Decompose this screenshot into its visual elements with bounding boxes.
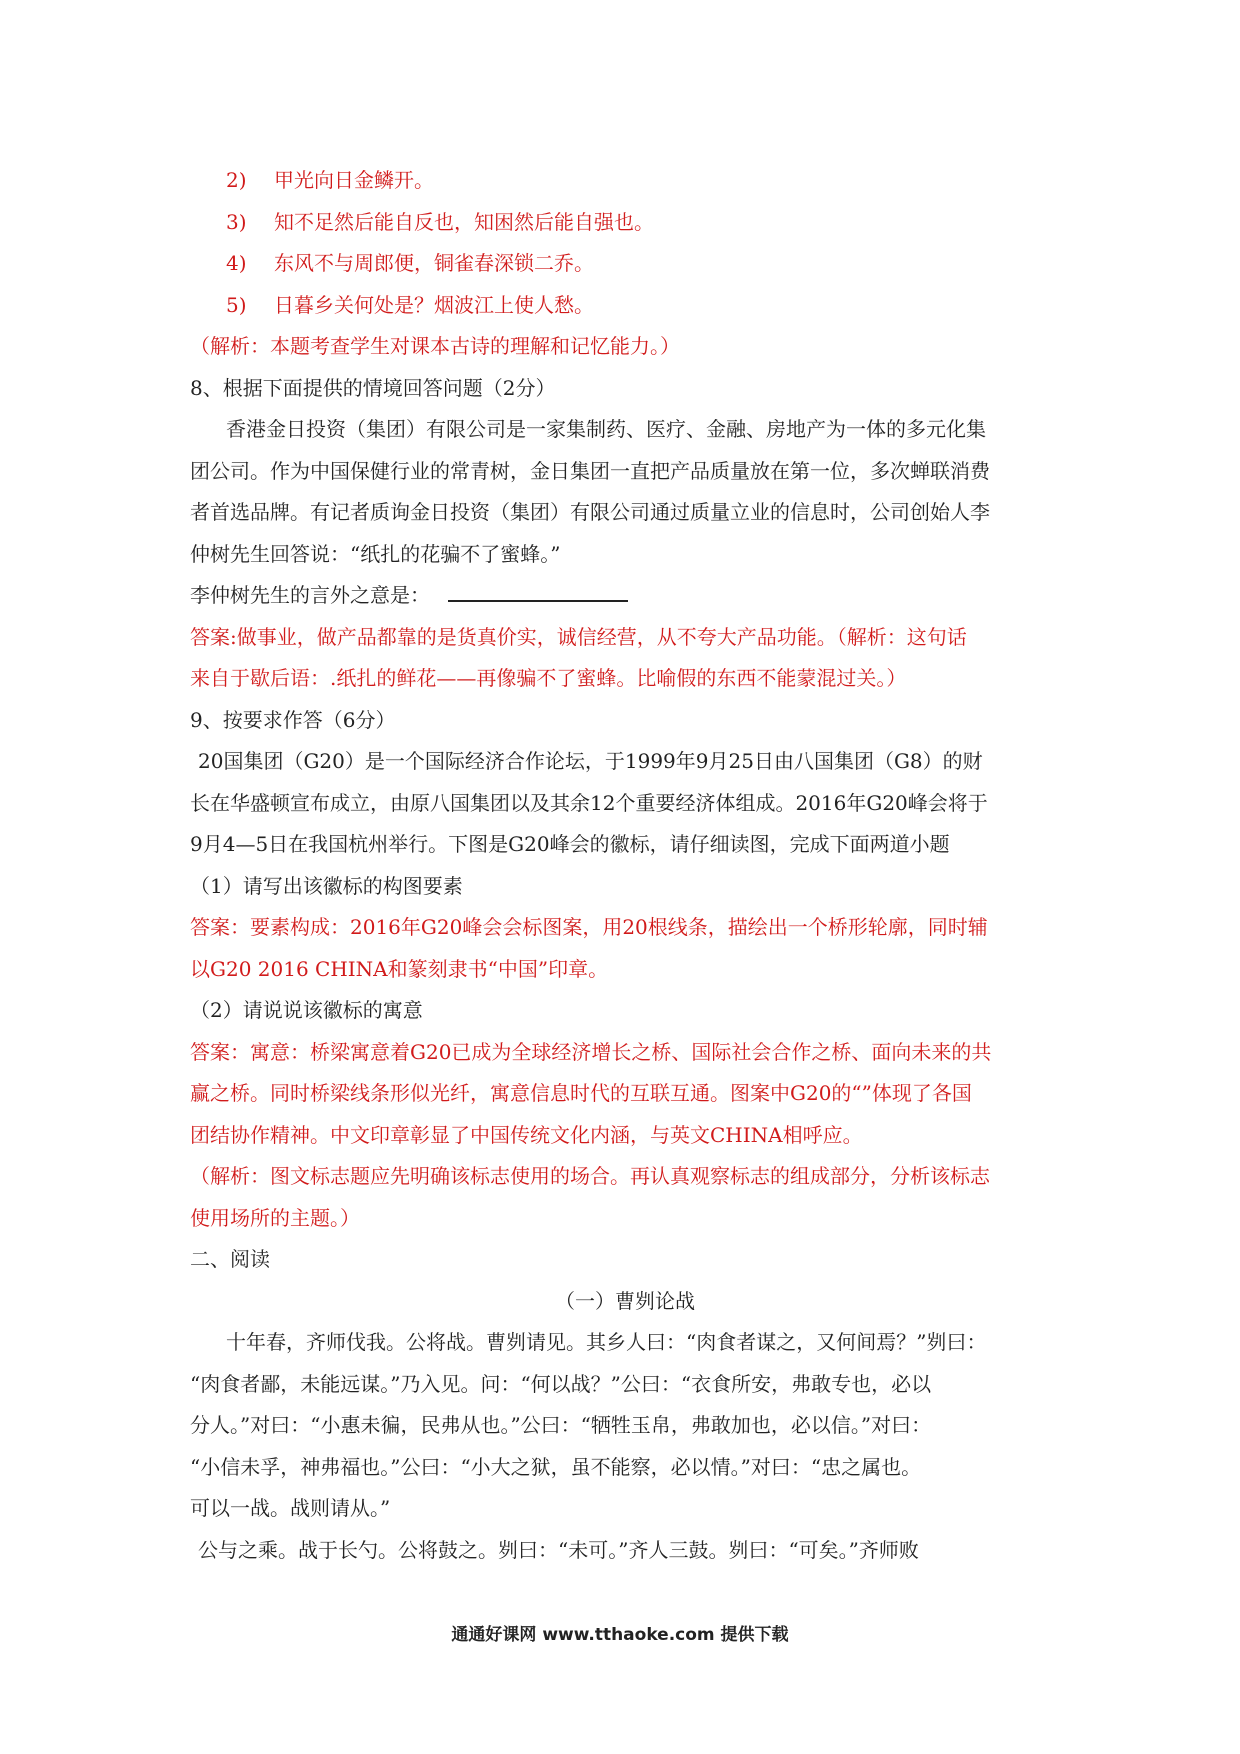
q9-passage-line: 9月4—5日在我国杭州举行。下图是G20峰会的徽标，请仔细读图，完成下面两道小题 (190, 832, 950, 856)
item-number: 3) (226, 209, 247, 234)
q9-analysis-line: 使用场所的主题。） (190, 1205, 360, 1230)
q8-question-text: 李仲树先生的言外之意是： (190, 583, 430, 607)
q8-answer-line: 答案:做事业，做产品都靠的是货真价实，诚信经营，从不夸大产品功能。（解析：这句话 (190, 624, 967, 649)
passage-line: 十年春，齐师伐我。公将战。曹刿请见。其乡人曰：“肉食者谋之，又何间焉？”刿曰： (226, 1330, 987, 1354)
passage-title: （一）曹刿论战 (555, 1288, 695, 1313)
page-footer: 通通好课网 www.tthaoke.com 提供下载 (451, 1625, 789, 1645)
q8-question (190, 575, 1060, 617)
item-number: 5) (226, 292, 247, 317)
poem-answer (190, 243, 1060, 285)
passage-line: “肉食者鄙，未能远谋。”乃入见。问：“何以战？”公曰：“衣食所安，弗敢专也，必以 (190, 1371, 932, 1396)
q8-passage-line: 仲树先生回答说：“纸扎的花骗不了蜜蜂。” (190, 541, 561, 566)
q8-title: 8、根据下面提供的情境回答问题（2分） (190, 375, 556, 400)
q8-answer-line: 来自于歇后语：.纸扎的鲜花——再像骗不了蜜蜂。比喻假的东西不能蒙混过关。） (190, 666, 907, 690)
q9-answer2-line: 答案：寓意：桥梁寓意着G20已成为全球经济增长之桥、国际社会合作之桥、面向未来的共 (190, 1039, 992, 1064)
section-heading: 二、阅读 (190, 1247, 270, 1271)
item-text: 甲光向日金鳞开。 (274, 168, 434, 192)
passage-line: 公与之乘。战于长勺。公将鼓之。刿曰：“未可。”齐人三鼓。刿曰：“可矣。”齐师败 (198, 1537, 919, 1562)
poem-answer (190, 202, 1060, 244)
poem-answer (190, 285, 1060, 327)
q9-answer1-line: 答案：要素构成：2016年G20峰会会标图案，用20根线条，描绘出一个桥形轮廓，同时辅 (190, 915, 988, 939)
q8-passage-line: 团公司。作为中国保健行业的常青树，金日集团一直把产品质量放在第一位，多次蝉联消费 (190, 458, 990, 483)
q9-analysis-line: （解析：图文标志题应先明确该标志使用的场合。再认真观察标志的组成部分，分析该标志 (190, 1164, 990, 1188)
item-text: 知不足然后能自反也，知困然后能自强也。 (274, 209, 654, 234)
item-text: 东风不与周郎便，铜雀春深锁二乔。 (274, 251, 594, 275)
item-number: 4) (226, 251, 247, 275)
q9-answer1-line: 以G20 2016 CHINA和篆刻隶书“中国”印章。 (190, 956, 609, 981)
q8-passage-line: 者首选品牌。有记者质询金日投资（集团）有限公司通过质量立业的信息时，公司创始人李 (190, 500, 990, 524)
q8-passage-line: 香港金日投资（集团）有限公司是一家集制药、医疗、金融、房地产为一体的多元化集 (226, 417, 986, 441)
q9-passage-line: 长在华盛顿宣布成立，由原八国集团以及其余12个重要经济体组成。2016年G20峰会将于 (190, 790, 988, 815)
item-text: 日暮乡关何处是？烟波江上使人愁。 (274, 292, 594, 317)
q9-title: 9、按要求作答（6分） (190, 707, 396, 732)
q9-passage-line: 20国集团（G20）是一个国际经济合作论坛，于1999年9月25日由八国集团（G8）的财 (198, 749, 983, 773)
item-number: 2) (226, 168, 247, 192)
passage-line: 分人。”对曰：“小惠未徧，民弗从也。”公曰：“牺牲玉帛，弗敢加也，必以信。”对曰： (190, 1413, 932, 1437)
document-body (190, 160, 1060, 1571)
q9-answer2-line: 赢之桥。同时桥梁线条形似光纤，寓意信息时代的互联互通。图案中G20的“”体现了各国 (190, 1081, 972, 1105)
passage-line: “小信未孚，神弗福也。”公曰：“小大之狱，虽不能察，必以情。”对曰：“忠之属也。 (190, 1454, 922, 1479)
q9-sub2: （2）请说说该徽标的寓意 (190, 998, 423, 1022)
poem-answer (190, 160, 1060, 202)
q9-sub1: （1）请写出该徽标的构图要素 (190, 873, 463, 898)
q9-answer2-line: 团结协作精神。中文印章彰显了中国传统文化内涵，与英文CHINA相呼应。 (190, 1122, 863, 1147)
answer-blank (448, 578, 628, 602)
q7-analysis: （解析：本题考查学生对课本古诗的理解和记忆能力。） (190, 334, 680, 358)
passage-line: 可以一战。战则请从。” (190, 1496, 391, 1520)
